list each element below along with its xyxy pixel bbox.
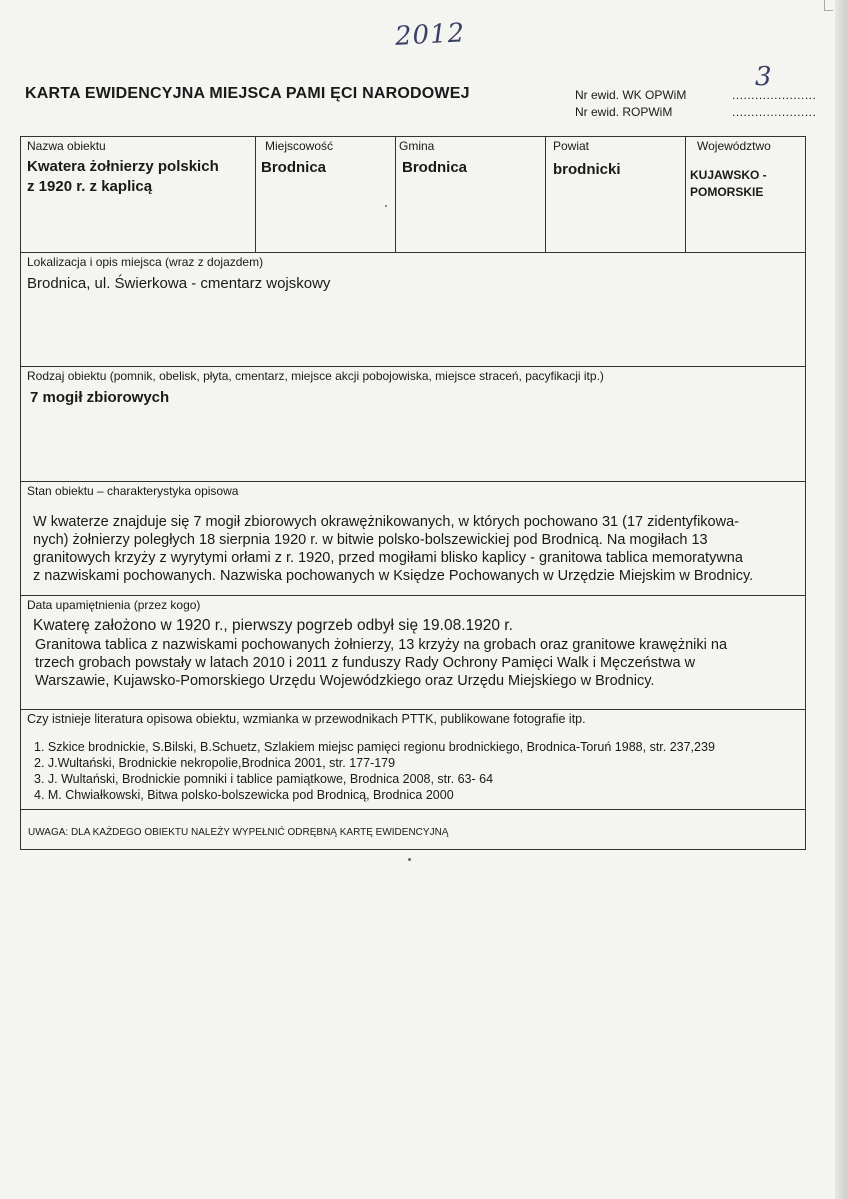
col-divider — [545, 137, 546, 252]
wojewodztwo-value-line1: KUJAWSKO - — [690, 168, 767, 182]
data-upamietnienia-line2: Granitowa tablica z nazwiskami pochowanych żołnierzy, 13 krzyży na grobach oraz granitowe krawężniki na — [35, 637, 728, 653]
wojewodztwo-label: Województwo — [697, 139, 771, 153]
row-divider — [21, 366, 805, 367]
gmina-value: Brodnica — [402, 159, 468, 176]
data-upamietnienia-label: Data upamiętnienia (przez kogo) — [27, 598, 201, 612]
uwaga-note: UWAGA: DLA KAŻDEGO OBIEKTU NALEŻY WYPEŁNIĆ ODRĘBNĄ KARTĘ EWIDENCYJNĄ — [28, 827, 449, 838]
literatura-list — [34, 739, 715, 803]
registration-form — [20, 136, 806, 850]
nazwa-value-line1: Kwatera żołnierzy polskich — [27, 158, 219, 175]
literatura-label: Czy istnieje literatura opisowa obiektu, wzmianka w przewodnikach PTTK, publikowane fotografie itp. — [27, 712, 586, 726]
paper-speck — [408, 858, 411, 861]
row-divider — [21, 709, 805, 710]
ewid-rop-dots: ...................... — [732, 105, 817, 119]
nazwa-label: Nazwa obiektu — [27, 139, 106, 153]
col-divider — [685, 137, 686, 252]
stan-line: W kwaterze znajduje się 7 mogił zbiorowych okrawężnikowanych, w których pochowano 31 (17 zidentyfikowa- — [33, 514, 739, 530]
row-divider — [21, 809, 805, 810]
literatura-item: 3. J. Wultański, Brodnickie pomniki i tablice pamiątkowe, Brodnica 2008, str. 63- 64 — [34, 772, 494, 786]
miejscowosc-label: Miejscowość — [265, 139, 334, 153]
corner-mark — [824, 0, 833, 11]
paper-speck — [385, 205, 387, 207]
literatura-item: 4. M. Chwiałkowski, Bitwa polsko-bolszewicka pod Brodnicą, Brodnica 2000 — [34, 788, 454, 802]
powiat-label: Powiat — [553, 139, 590, 153]
document-title: KARTA EWIDENCYJNA MIEJSCA PAMI ĘCI NARODOWEJ — [25, 85, 470, 102]
handwritten-number: 3 — [755, 62, 772, 92]
col-divider — [255, 137, 256, 252]
miejscowosc-value: Brodnica — [261, 159, 327, 176]
literatura-item: 2. J.Wultański, Brodnickie nekropolie,Brodnica 2001, str. 177-179 — [34, 756, 396, 770]
ewid-wk-dots: ...................... — [732, 88, 817, 102]
page-edge-shadow — [835, 0, 847, 1199]
gmina-label: Gmina — [399, 139, 435, 153]
stan-description — [33, 513, 795, 585]
rodzaj-label: Rodzaj obiektu (pomnik, obelisk, płyta, cmentarz, miejsce akcji pobojowiska, miejsce straceń, pacyfikacji itp.) — [27, 369, 604, 383]
row-divider — [21, 595, 805, 596]
literatura-item: 1. Szkice brodnickie, S.Bilski, B.Schuetz, Szlakiem miejsc pamięci regionu brodnickiego, Brodnica-Toruń 1988, str. 237,239 — [34, 740, 715, 754]
row-divider — [21, 481, 805, 482]
stan-line: nych) żołnierzy poległych 18 sierpnia 1920 r. w bitwie polsko-bolszewickiej pod Brodnicą. Na mogiłach 13 — [33, 532, 708, 548]
data-upamietnienia-line4: Warszawie, Kujawsko-Pomorskiego Urzędu Wojewódzkiego oraz Urzędu Miejskiego w Brodnicy. — [35, 673, 655, 689]
nazwa-value-line2: z 1920 r. z kaplicą — [27, 178, 153, 195]
ewid-rop-label: Nr ewid. ROPWiM — [575, 105, 673, 119]
lokalizacja-label: Lokalizacja i opis miejsca (wraz z dojazdem) — [27, 255, 264, 269]
ewid-wk-label: Nr ewid. WK OPWiM — [575, 88, 687, 102]
lokalizacja-value: Brodnica, ul. Świerkowa - cmentarz wojskowy — [27, 275, 331, 292]
data-upamietnienia-line1: Kwaterę założono w 1920 r., pierwszy pogrzeb odbył się 19.08.1920 r. — [33, 617, 513, 634]
col-divider — [395, 137, 396, 252]
data-upamietnienia-line3: trzech grobach powstały w latach 2010 i 2011 z funduszy Rady Ochrony Pamięci Walk i Męczeństwa w — [35, 655, 696, 671]
rodzaj-value: 7 mogił zbiorowych — [30, 389, 170, 406]
row-divider — [21, 252, 805, 253]
stan-label: Stan obiektu – charakterystyka opisowa — [27, 484, 239, 498]
powiat-value: brodnicki — [553, 161, 621, 178]
wojewodztwo-value-line2: POMORSKIE — [690, 185, 764, 199]
handwritten-year: 2012 — [394, 18, 466, 52]
stan-line: granitowych krzyży z wyrytymi orłami z r. 1920, przed mogiłami blisko kaplicy - granitowa tablica memoratywna — [33, 550, 743, 566]
stan-line: z nazwiskami pochowanych. Nazwiska pochowanych w Księdze Pochowanych w Urzędzie Miejskim w Brodnicy. — [33, 568, 754, 584]
